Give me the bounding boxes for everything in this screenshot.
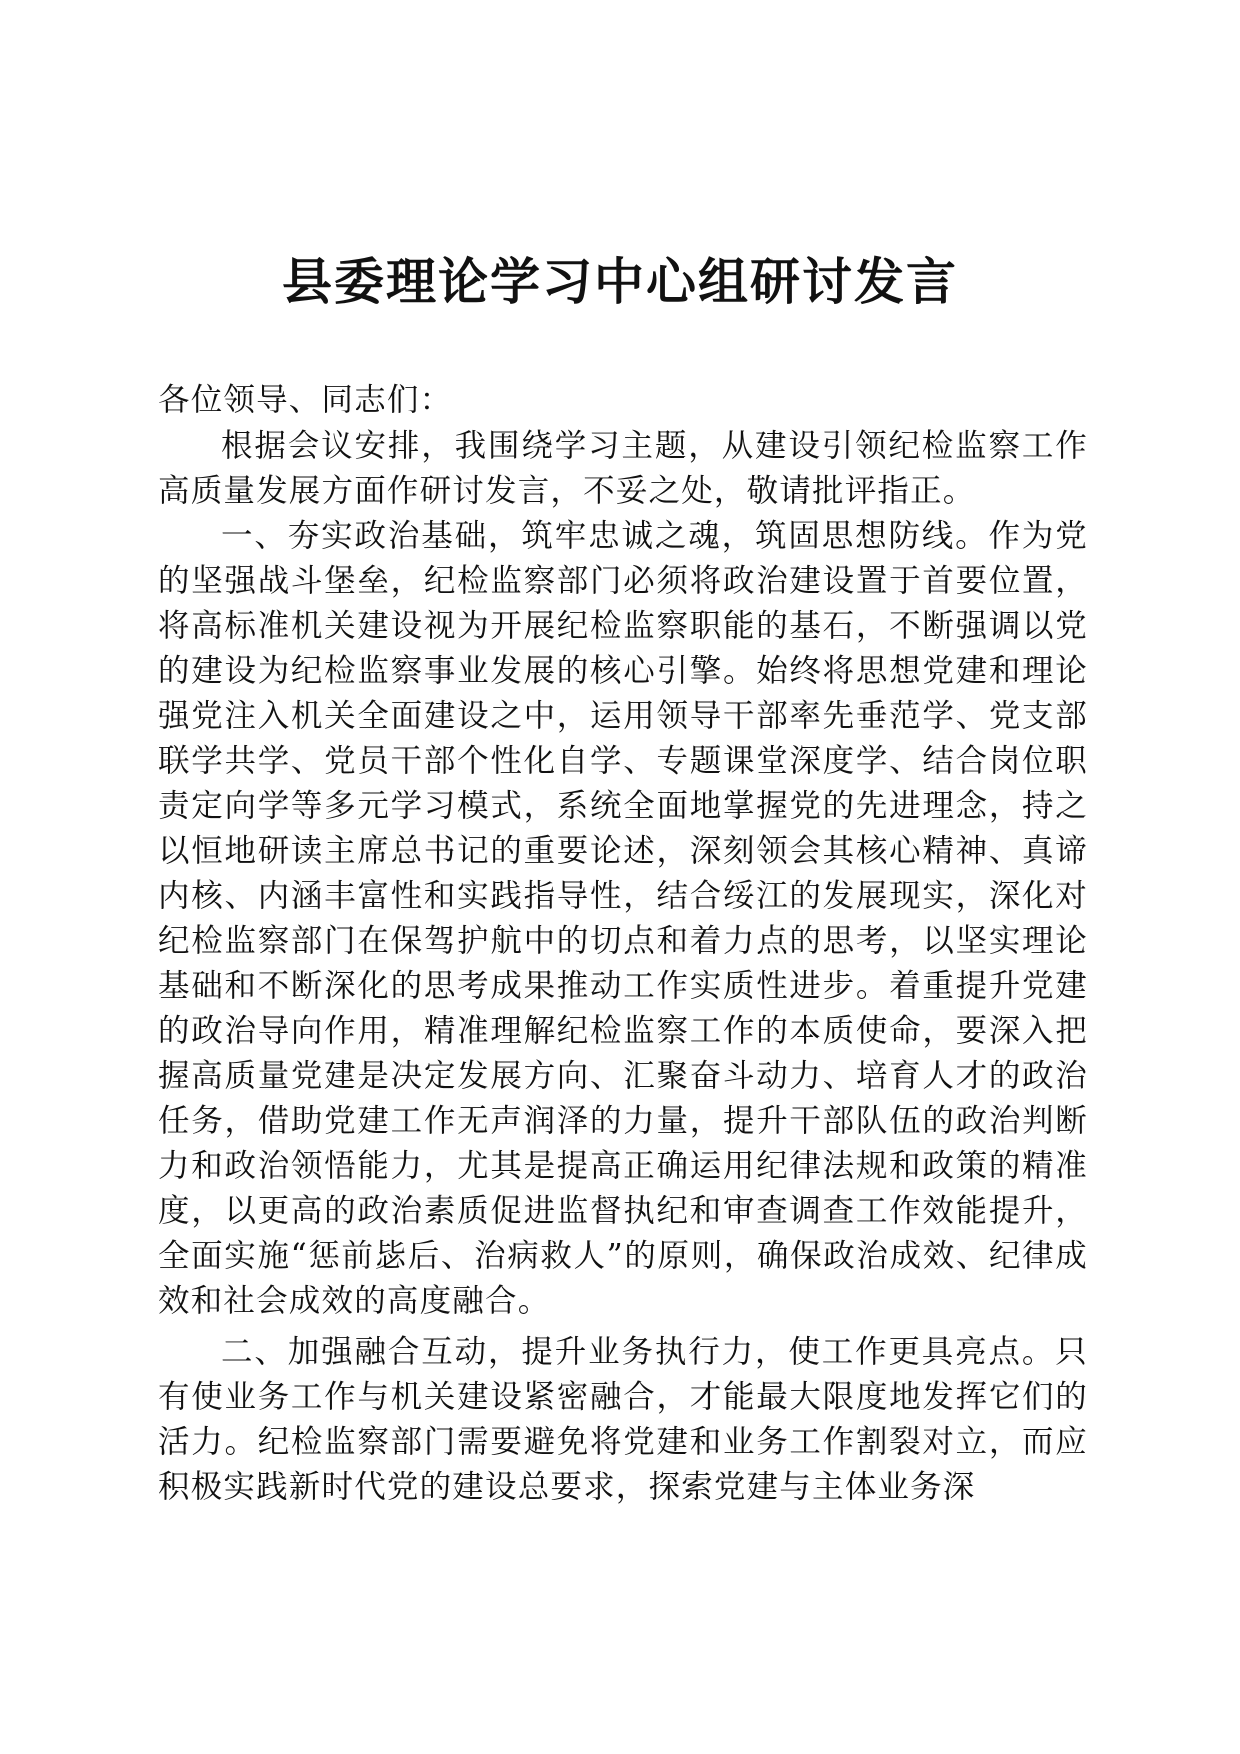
- paragraph-intro: 根据会议安排，我围绕学习主题，从建设引领纪检监察工作高质量发展方面作研讨发言，不妥之处，敬请批评指正。: [158, 428, 1088, 509]
- paragraph-section-2: 二、加强融合互动，提升业务执行力，使工作更具亮点。只有使业务工作与机关建设紧密融合，才能最大限度地发挥它们的活力。纪检监察部门需要避免将党建和业务工作割裂对立，而应积极实践新时代党的建设总要求，探索党建与主体业务深: [158, 1334, 1088, 1505]
- paragraph-section-1: 一、夯实政治基础，筑牢忠诚之魂，筑固思想防线。作为党的坚强战斗堡垒，纪检监察部门必须将政治建设置于首要位置，将高标准机关建设视为开展纪检监察职能的基石，不断强调以党的建设为纪检监察事业发展的核心引擎。始终将思想党建和理论强党注入机关全面建设之中，运用领导干部率先垂范学、党支部联学共学、党员干部个性化自学、专题课堂深度学、结合岗位职责定向学等多元学习模式，系统全面地掌握党的先进理念，持之以恒地研读主席总书记的重要论述，深刻领会其核心精神、真谛内核、内涵丰富性和实践指导性，结合绥江的发展现实，深化对纪检监察部门在保驾护航中的切点和着力点的思考，以坚实理论基础和不断深化的思考成果推动工作实质性进步。着重提升党建的政治导向作用，精准理解纪检监察工作的本质使命，要深入把握高质量党建是决定发展方向、汇聚奋斗动力、培育人才的政治任务，借助党建工作无声润泽的力量，提升干部队伍的政治判断力和政治领悟能力，尤其是提高正确运用纪律法规和政策的精准度，以更高的政治素质促进监督执纪和审查调查工作效能提升，全面实施“惩前毖后、治病救人”的原则，确保政治成效、纪律成效和社会成效的高度融合。: [158, 518, 1088, 1319]
- greeting: 各位领导、同志们：: [158, 382, 453, 418]
- document-body: [158, 378, 1088, 1510]
- document-title: 县委理论学习中心组研讨发言: [282, 252, 958, 311]
